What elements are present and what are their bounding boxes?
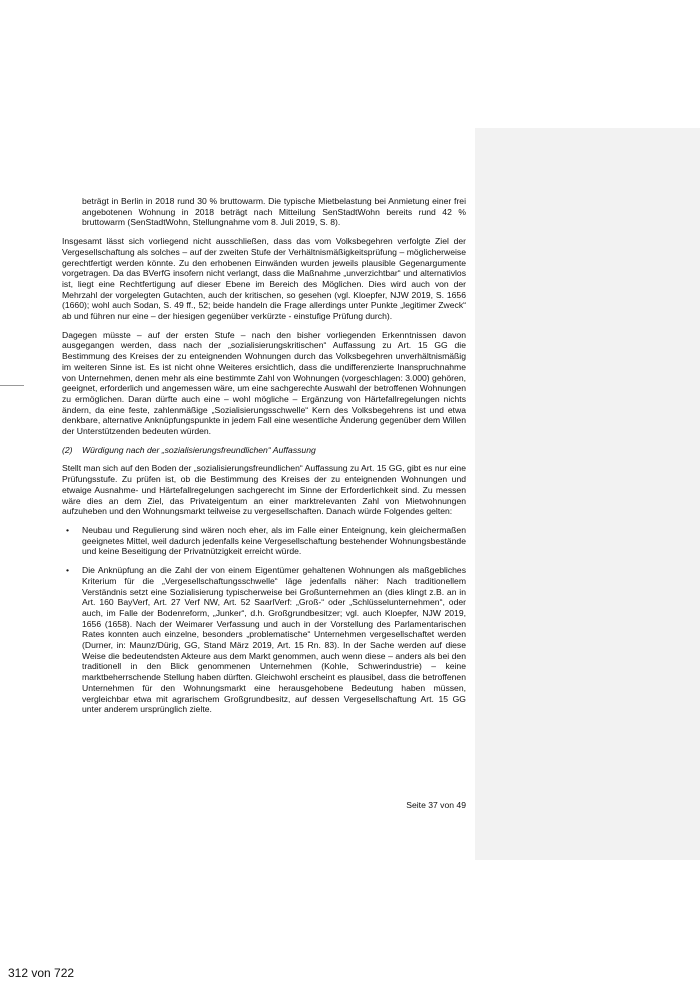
margin-marker-line	[0, 385, 24, 386]
list-item	[62, 525, 466, 557]
section-heading-number: (2)	[62, 444, 73, 455]
list-item-text: Die Anknüpfung an die Zahl der von einem Eigentümer gehaltenen Wohnungen als maßgebliches Kriterium für die „Vergesellschaftungsschwelle“ läge jedenfalls näher: Nach traditionellem Verständnis setzt eine Sozialisierung typischerweise bei Großunternehmen an (dies klingt z.B. an in Art. 160 BayVerf, Art. 27 Verf NW, Art. 52 SaarlVerf: „Groß-“ oder „Schlüsselunternehmen“, oder auch, im Falle der Bodenreform, „Junker“, d.h. Großgrundbesitzer; vgl. auch Kloepfer, NJW 2019, 1656 (1658). Nach der Weimarer Verfassung und auch in der Vorstellung des Parlamentarischen Rates konnten auch einzelne, besonders „problematische“ Unternehmen vergesellschaftet werden (Durner, in: Maunz/Dürig, GG, Stand März 2019, Art. 15 Rn. 83). In der Sache werden auf diese Weise die bedeutendsten Akteure aus dem Markt genommen, auch wenn diese – anders als bei den traditionell in den Blick genommenen Unternehmen (Kohle, Schwerindustrie) – keine marktbeherrschende Stellung haben dürften. Gleichwohl erscheint es plausibel, dass die betroffenen Unternehmen für den Wohnungsmarkt eine herausgehobene Bedeutung haben müssen, vergleichbar etwa mit agrarischem Großgrundbesitz, auf dessen Vergesellschaftung Art. 15 GG unter anderem ursprünglich zielte.	[82, 565, 466, 715]
paragraph-second-stage: Insgesamt lässt sich vorliegend nicht ausschließen, dass das vom Volksbegehren verfolgte Ziel der Vergesellschaftung als solches – auf der zweiten Stufe der Verhältnismäßigkeitsprüfung – möglicherweise gerechtfertigt werden könnte. Zu den erhobenen Einwänden wurden jeweils plausible Gegenargumente vorgetragen. Da das BVerfG insofern nicht verlangt, dass die Maßnahme „unverzichtbar“ und alternativlos ist, liegt eine Rechtfertigung auf dieser Ebene im Bereich des Möglichen. Dies wird auch von der Mehrzahl der vorgelegten Gutachten, auch der kritischen, so gesehen (vgl. Kloepfer, NJW 2019, S. 1656 (1660); wohl auch Sodan, S. 49 ff., 52; beide handeln die Frage allerdings unter Punkte „legitimer Zweck“ ab und führen nur eine – der hiesigen gegenüber verkürzte - einstufige Prüfung durch).	[62, 236, 466, 322]
paragraph-continuation: beträgt in Berlin in 2018 rund 30 % bruttowarm. Die typische Mietbelastung bei Anmietung einer frei angebotenen Wohnung in 2018 beträgt nach Mitteilung SenStadtWohn bereits rund 42 % bruttowarm (SenStadtWohn, Stellungnahme vom 8. Juli 2019, S. 8).	[82, 196, 466, 228]
page-number: Seite 37 von 49	[406, 800, 466, 810]
paragraph-first-stage: Dagegen müsste – auf der ersten Stufe – nach den bisher vorliegenden Erkenntnissen davon ausgegangen werden, dass nach der „sozialisierungskritischen“ Auffassung zu Art. 15 GG die Bestimmung des Kreises der zu enteignenden Wohnungen durch das Volksbegehren unverhältnismäßig im weiteren Sinne ist. Es ist nicht ohne Weiteres ersichtlich, dass die undifferenzierte Inanspruchnahme von Unternehmen, denen mehr als eine bestimmte Zahl von Wohnungen (vorgeschlagen: 3.000) gehören, geeignet, erforderlich und angemessen wäre, um eine sachgerechte Auswahl der betroffenen Wohnungen zu ermöglichen. Daran dürfte auch eine – wohl mögliche – Ergänzung von Härtefallregelungen nichts ändern, da eine feste, zahlenmäßige „Sozialisierungsschwelle“ Kern des Volksbegehrens ist und etwa denkbare, alternative Anknüpfungspunkte in jedem Fall eine wesentliche Änderung gegenüber dem Willen der Unterstützenden bedeuten würden.	[62, 329, 466, 437]
section-heading	[62, 445, 466, 456]
section-heading-text: Würdigung nach der „sozialisierungsfreundlichen“ Auffassung	[82, 444, 316, 455]
bullet-list	[62, 525, 466, 715]
document-body	[62, 196, 466, 723]
list-item-text: Neubau und Regulierung sind wären noch eher, als im Falle einer Enteignung, kein gleichermaßen geeignetes Mittel, weil dadurch jedenfalls keine Vergesellschaftung bestehender Wohnungsbestände und keine Beseitigung der Privatnützigkeit erreicht würde.	[82, 524, 466, 557]
list-item	[62, 565, 466, 715]
pdf-page-counter: 312 von 722	[8, 966, 75, 980]
comment-margin-panel	[475, 128, 700, 860]
bullet-icon: •	[66, 524, 70, 535]
bullet-icon: •	[66, 565, 70, 576]
paragraph-sozialisierungsfreundlich: Stellt man sich auf den Boden der „sozialisierungsfreundlichen“ Auffassung zu Art. 15 GG, gibt es nur eine Prüfungsstufe. Zu prüfen ist, ob die Bestimmung des Kreises der zu enteignenden Wohnungen und etwaige Ausnahme- und Härtefallregelungen sachgerecht im Sinne der Erforderlichkeit sind. Zu messen wäre dies an dem Ziel, das Privateigentum an einer marktrelevanten Zahl von Mietwohnungen aufzuheben und den Wohnungsmarkt teilweise zu vergesellschaften. Danach würde Folgendes gelten:	[62, 463, 466, 517]
